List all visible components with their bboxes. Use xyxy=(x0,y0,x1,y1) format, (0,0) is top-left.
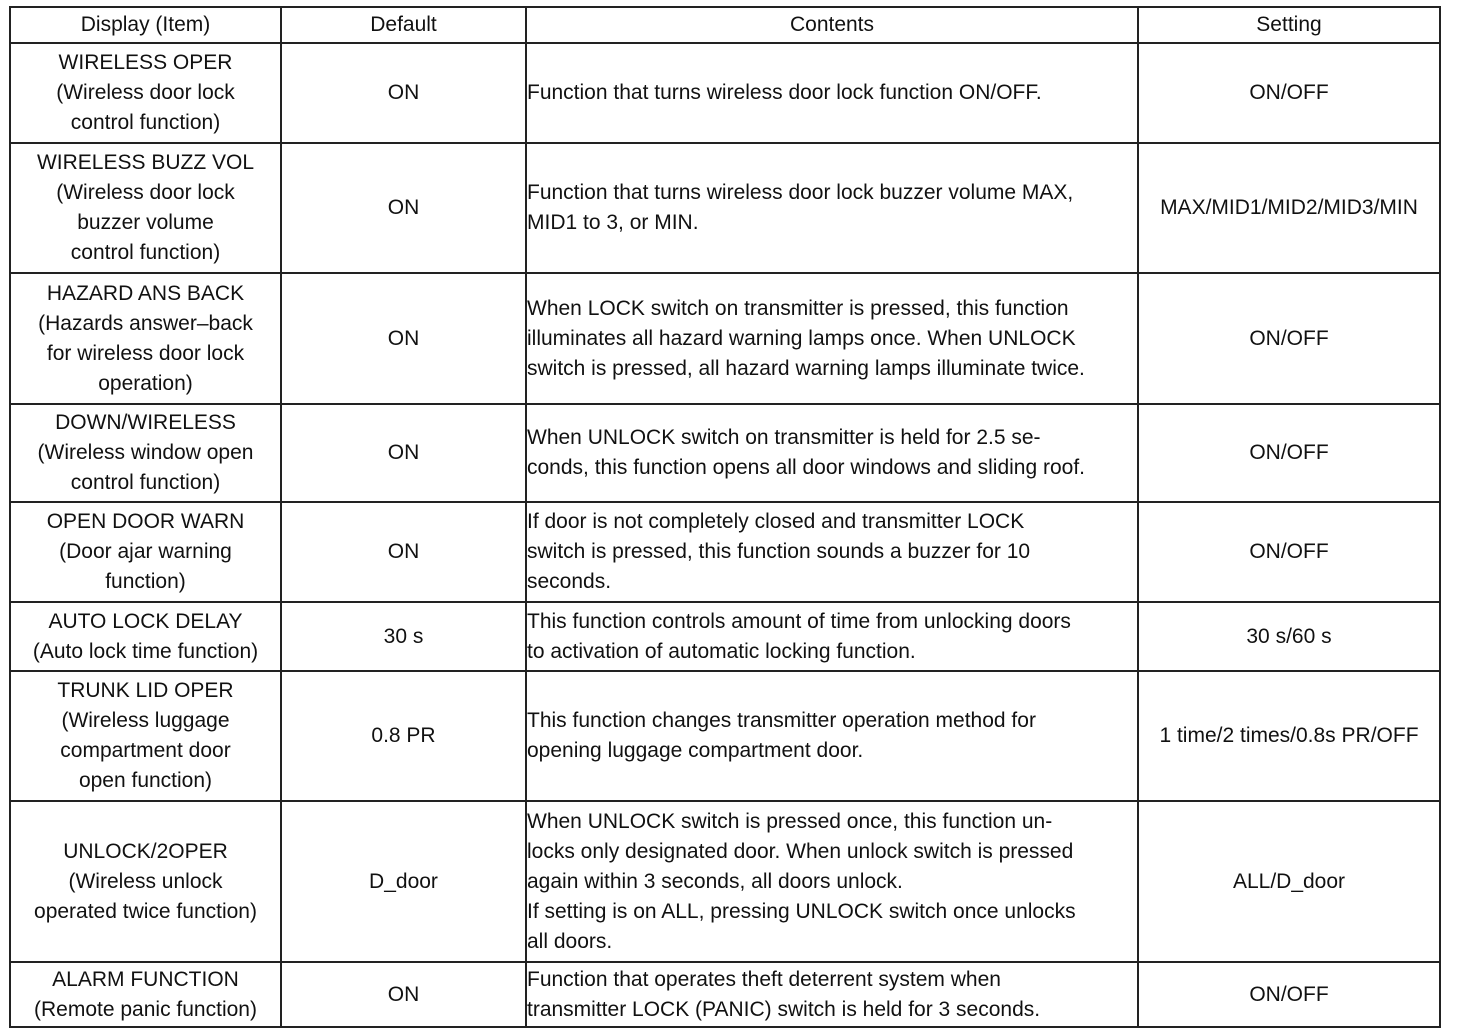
contents-cell xyxy=(526,962,1138,1027)
contents-line: Function that operates theft deterrent system when xyxy=(527,967,1001,991)
contents-cell xyxy=(526,801,1138,962)
item-line: compartment door xyxy=(60,739,231,762)
item-line: (Door ajar warning xyxy=(59,540,232,563)
item-cell xyxy=(10,962,281,1027)
setting-cell: ON/OFF xyxy=(1138,43,1440,143)
contents-line: When UNLOCK switch is pressed once, this function un- xyxy=(527,809,1053,833)
item-line: (Wireless door lock xyxy=(56,181,235,204)
item-line: operated twice function) xyxy=(34,899,257,923)
contents-line: This function controls amount of time from unlocking doors xyxy=(527,609,1071,633)
item-line: WIRELESS OPER xyxy=(58,51,233,74)
item-cell xyxy=(10,502,281,602)
item-line: (Wireless unlock xyxy=(68,869,223,893)
contents-line: to activation of automatic locking function. xyxy=(527,639,916,663)
setting-cell: ON/OFF xyxy=(1138,502,1440,602)
contents-cell xyxy=(526,502,1138,602)
table-row xyxy=(10,801,1440,962)
item-line: WIRELESS BUZZ VOL xyxy=(36,151,255,174)
default-cell: ON xyxy=(281,404,526,502)
contents-line: When UNLOCK switch on transmitter is held for 2.5 se- xyxy=(527,426,1041,449)
table-body xyxy=(10,43,1440,1027)
table-row xyxy=(10,962,1440,1027)
item-line: buzzer volume xyxy=(77,211,214,234)
contents-line: Function that turns wireless door lock buzzer volume MAX, xyxy=(527,181,1074,204)
default-cell: D_door xyxy=(281,801,526,962)
header-row xyxy=(10,7,1440,43)
setting-cell: ON/OFF xyxy=(1138,404,1440,502)
default-cell: ON xyxy=(281,502,526,602)
default-cell: ON xyxy=(281,143,526,273)
contents-line: transmitter LOCK (PANIC) switch is held for 3 seconds. xyxy=(527,997,1041,1021)
item-line: HAZARD ANS BACK xyxy=(46,281,245,305)
table-row xyxy=(10,43,1440,143)
contents-line: When LOCK switch on transmitter is pressed, this function xyxy=(527,296,1069,320)
item-line: control function) xyxy=(70,241,221,264)
contents-cell xyxy=(526,43,1138,143)
settings-table xyxy=(9,6,1441,1028)
contents-cell xyxy=(526,143,1138,273)
item-line: open function) xyxy=(78,769,213,792)
item-cell xyxy=(10,671,281,801)
table-row xyxy=(10,671,1440,801)
table-row xyxy=(10,502,1440,602)
item-line: TRUNK LID OPER xyxy=(57,679,234,702)
default-cell: 0.8 PR xyxy=(281,671,526,801)
setting-cell: ON/OFF xyxy=(1138,273,1440,404)
item-line: function) xyxy=(105,570,186,593)
table-row xyxy=(10,273,1440,404)
item-line: (Hazards answer–back xyxy=(38,311,253,335)
contents-line: MID1 to 3, or MIN. xyxy=(527,211,699,234)
item-line: AUTO LOCK DELAY xyxy=(48,609,243,633)
setting-cell: ALL/D_door xyxy=(1138,801,1440,962)
contents-line: again within 3 seconds, all doors unlock. xyxy=(527,869,903,893)
header-setting: Setting xyxy=(1138,7,1440,43)
item-line: (Wireless luggage xyxy=(61,709,230,732)
item-cell xyxy=(10,143,281,273)
item-cell xyxy=(10,43,281,143)
contents-line: switch is pressed, this function sounds a buzzer for 10 xyxy=(527,540,1031,563)
contents-cell xyxy=(526,602,1138,671)
header-default: Default xyxy=(281,7,526,43)
contents-line: seconds. xyxy=(527,570,612,593)
table-row xyxy=(10,404,1440,502)
item-cell xyxy=(10,801,281,962)
default-cell: ON xyxy=(281,962,526,1027)
contents-line: illuminates all hazard warning lamps once. When UNLOCK xyxy=(527,326,1076,350)
item-line: OPEN DOOR WARN xyxy=(46,510,245,533)
item-line: for wireless door lock xyxy=(46,341,245,365)
item-line: (Auto lock time function) xyxy=(32,639,259,663)
contents-line: This function changes transmitter operation method for xyxy=(527,709,1036,732)
item-line: ALARM FUNCTION xyxy=(52,967,239,991)
contents-line: If setting is on ALL, pressing UNLOCK switch once unlocks xyxy=(527,899,1076,923)
setting-cell: ON/OFF xyxy=(1138,962,1440,1027)
item-line: control function) xyxy=(70,111,221,134)
contents-line: all doors. xyxy=(527,929,613,953)
header-contents: Contents xyxy=(526,7,1138,43)
item-cell xyxy=(10,273,281,404)
header-display-item: Display (Item) xyxy=(10,7,281,43)
table-row xyxy=(10,602,1440,671)
contents-cell xyxy=(526,273,1138,404)
table-header xyxy=(10,7,1440,43)
contents-cell xyxy=(526,671,1138,801)
setting-cell: 1 time/2 times/0.8s PR/OFF xyxy=(1138,671,1440,801)
item-line: (Wireless window open xyxy=(37,441,254,464)
default-cell: ON xyxy=(281,273,526,404)
item-line: (Remote panic function) xyxy=(34,997,257,1021)
contents-line: switch is pressed, all hazard warning lamps illuminate twice. xyxy=(527,356,1085,380)
item-line: operation) xyxy=(98,371,193,395)
contents-line: Function that turns wireless door lock function ON/OFF. xyxy=(527,81,1042,104)
item-cell xyxy=(10,404,281,502)
item-line: (Wireless door lock xyxy=(56,81,235,104)
item-line: DOWN/WIRELESS xyxy=(55,411,236,434)
contents-cell xyxy=(526,404,1138,502)
contents-line: locks only designated door. When unlock switch is pressed xyxy=(527,839,1074,863)
default-cell: ON xyxy=(281,43,526,143)
item-line: control function) xyxy=(70,471,221,494)
item-line: UNLOCK/2OPER xyxy=(63,839,228,863)
contents-line: conds, this function opens all door windows and sliding roof. xyxy=(527,456,1085,479)
default-cell: 30 s xyxy=(281,602,526,671)
item-cell xyxy=(10,602,281,671)
contents-line: If door is not completely closed and transmitter LOCK xyxy=(527,510,1025,533)
setting-cell: MAX/MID1/MID2/MID3/MIN xyxy=(1138,143,1440,273)
contents-line: opening luggage compartment door. xyxy=(527,739,864,762)
table-row xyxy=(10,143,1440,273)
setting-cell: 30 s/60 s xyxy=(1138,602,1440,671)
